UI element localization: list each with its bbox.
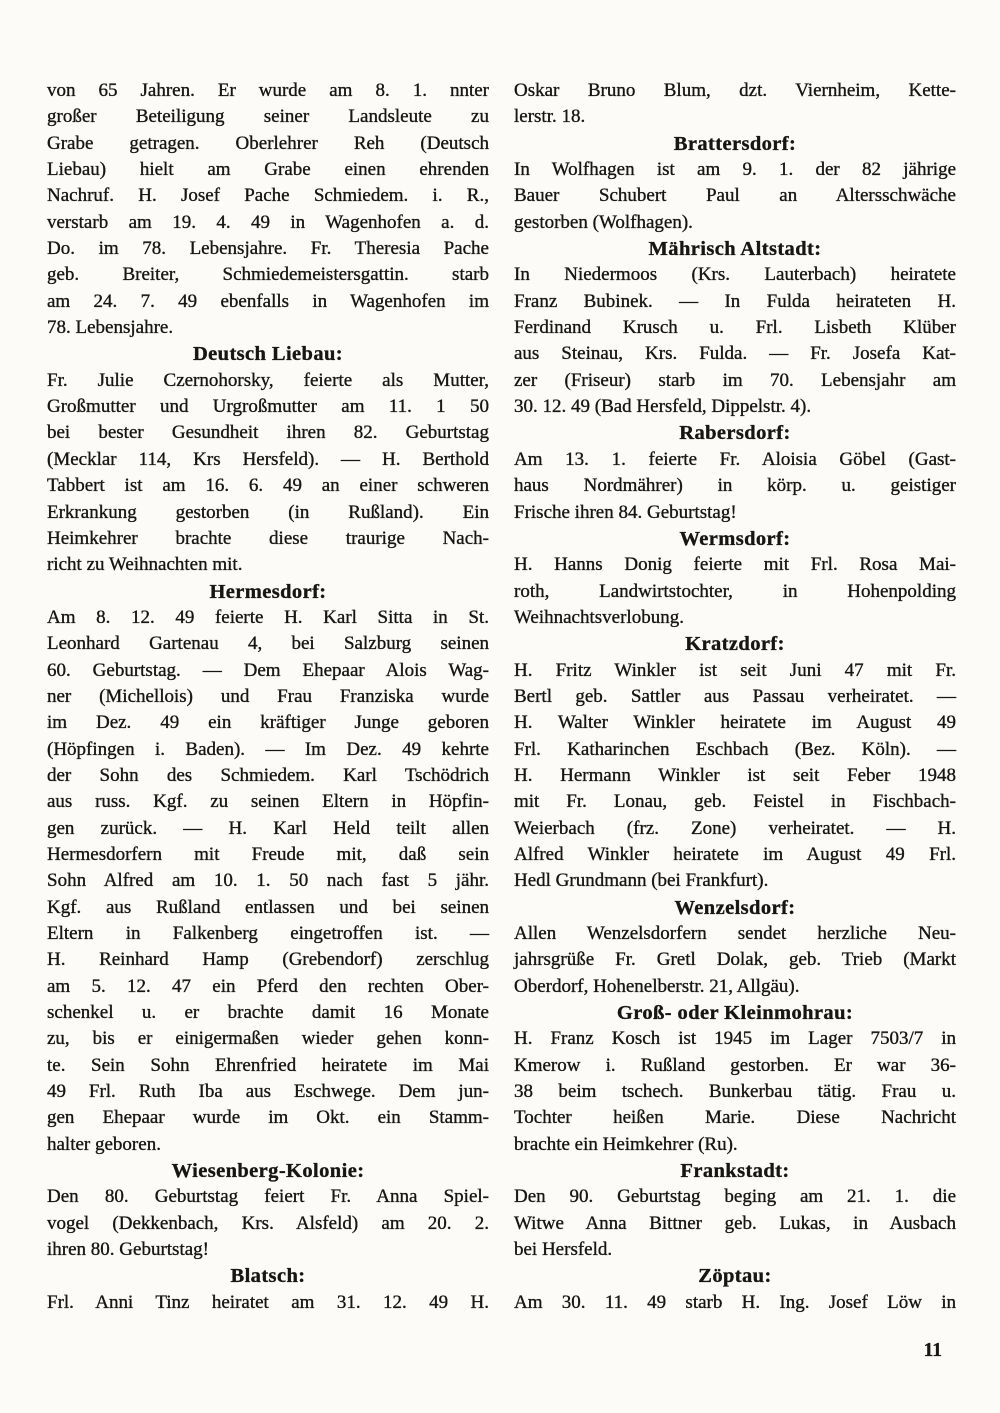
text-line: H. Fritz Winkler ist seit Juni 47 mit Fr. <box>514 659 956 681</box>
section-heading: Wermsdorf: <box>679 527 791 550</box>
section-heading: Hermesdorf: <box>209 580 327 603</box>
text-line: 78. Lebensjahre. <box>47 317 174 339</box>
text-line: H. Walter Winkler heiratete im August 49 <box>514 712 956 734</box>
text-line: (Höpfingen i. Baden). — Im Dez. 49 kehrte <box>47 738 489 760</box>
text-line: bei bester Gesundheit ihren 82. Geburtstag <box>47 422 489 444</box>
text-line: gen Ehepaar wurde im Okt. ein Stamm- <box>47 1107 489 1129</box>
text-line: Am 30. 11. 49 starb H. Ing. Josef Löw in <box>514 1291 956 1313</box>
text-line: Kgf. aus Rußland entlassen und bei seinen <box>47 896 489 918</box>
text-line: mit Fr. Lonau, geb. Feistel in Fischbach- <box>514 791 956 813</box>
text-line: 60. Geburtstag. — Dem Ehepaar Alois Wag- <box>47 659 489 681</box>
text-line: der Sohn des Schmiedem. Karl Tschödrich <box>47 764 489 786</box>
text-line: haus Nordmährer) in körp. u. geistiger <box>514 475 956 497</box>
text-line: Kmerow i. Rußland gestorben. Er war 36- <box>514 1054 956 1076</box>
text-line: Am 8. 12. 49 feierte H. Karl Sitta in St. <box>47 606 489 628</box>
text-line: Leonhard Gartenau 4, bei Salzburg seinen <box>47 633 489 655</box>
section-heading: Brattersdorf: <box>673 132 797 155</box>
text-line: H. Hanns Donig feierte mit Frl. Rosa Mai- <box>514 554 956 576</box>
text-line: Weierbach (frz. Zone) verheiratet. — H. <box>514 817 956 839</box>
text-line: ner (Michellois) und Frau Franziska wurde <box>47 685 489 707</box>
text-line: aus russ. Kgf. zu seinen Eltern in Höpfin- <box>47 791 489 813</box>
section-heading: Frankstadt: <box>680 1160 790 1183</box>
text-line: ihren 80. Geburtstag! <box>47 1239 209 1261</box>
text-line: In Niedermoos (Krs. Lauterbach) heiratete <box>514 264 956 286</box>
text-line: In Wolfhagen ist am 9. 1. der 82 jährige <box>514 159 956 181</box>
text-line: vogel (Dekkenbach, Krs. Alsfeld) am 20. 2. <box>47 1212 489 1234</box>
text-line: halter geboren. <box>47 1133 161 1155</box>
text-line: te. Sein Sohn Ehrenfried heiratete im Mai <box>47 1054 489 1076</box>
text-line: zu, bis er einigermaßen wieder gehen konn- <box>47 1028 489 1050</box>
text-line: am 5. 12. 47 ein Pferd den rechten Ober- <box>47 975 489 997</box>
text-line: H. Hermann Winkler ist seit Feber 1948 <box>514 764 956 786</box>
text-line: Den 80. Geburtstag feiert Fr. Anna Spiel- <box>47 1186 489 1208</box>
text-line: Erkrankung gestorben (in Rußland). Ein <box>47 501 489 523</box>
text-line: roth, Landwirtstochter, in Hohenpolding <box>514 580 956 602</box>
text-line: Frl. Katharinchen Eschbach (Bez. Köln). — <box>514 738 956 760</box>
text-line: von 65 Jahren. Er wurde am 8. 1. nnter <box>47 80 489 101</box>
text-line: Liebau) hielt am Grabe einen ehrenden <box>47 159 489 181</box>
section-heading: Wenzelsdorf: <box>674 896 796 919</box>
text-line: zer (Friseur) starb im 70. Lebensjahr am <box>514 369 956 391</box>
text-line: Witwe Anna Bittner geb. Lukas, in Ausbach <box>514 1212 956 1234</box>
text-line: Nachruf. H. Josef Pache Schmiedem. i. R., <box>47 185 489 207</box>
text-column-left <box>47 78 489 1316</box>
text-line: am 24. 7. 49 ebenfalls in Wagenhofen im <box>47 290 489 312</box>
section-heading: Blatsch: <box>230 1265 306 1288</box>
text-line: richt zu Weihnachten mit. <box>47 554 243 576</box>
text-line: Grabe getragen. Oberlehrer Reh (Deutsch <box>47 132 489 154</box>
text-line: Franz Bubinek. — In Fulda heirateten H. <box>514 290 956 312</box>
section-heading: Mährisch Altstadt: <box>648 238 822 261</box>
text-line: Den 90. Geburtstag beging am 21. 1. die <box>514 1186 956 1208</box>
text-line: 30. 12. 49 (Bad Hersfeld, Dippelstr. 4). <box>514 396 812 418</box>
text-line: Oberdorf, Hohenelberstr. 21, Allgäu). <box>514 975 800 997</box>
text-line: im Dez. 49 ein kräftiger Junge geboren <box>47 712 489 734</box>
text-line: bei Hersfeld. <box>514 1239 613 1261</box>
text-line: Bertl geb. Sattler aus Passau verheiratet. — <box>514 685 956 707</box>
text-line: Bauer Schubert Paul an Altersschwäche <box>514 185 956 207</box>
text-line: (Mecklar 114, Krs Hersfeld). — H. Berthold <box>47 448 489 470</box>
text-line: geb. Breiter, Schmiedemeistersgattin. starb <box>47 264 489 286</box>
section-heading: Kratzdorf: <box>685 633 785 656</box>
text-line: Sohn Alfred am 10. 1. 50 nach fast 5 jähr. <box>47 870 489 892</box>
section-heading: Zöptau: <box>698 1265 772 1288</box>
text-line: Oskar Bruno Blum, dzt. Viernheim, Kette- <box>514 80 956 101</box>
text-line: H. Reinhard Hamp (Grebendorf) zerschlug <box>47 949 489 971</box>
text-line: großer Beteiligung seiner Landsleute zu <box>47 106 489 128</box>
text-line: 49 Frl. Ruth Iba aus Eschwege. Dem jun- <box>47 1081 489 1103</box>
section-heading: Wiesenberg-Kolonie: <box>171 1160 365 1183</box>
page-number: 11 <box>923 1340 942 1361</box>
text-line: H. Franz Kosch ist 1945 im Lager 7503/7 in <box>514 1028 956 1050</box>
text-line: Allen Wenzelsdorfern sendet herzliche Neu- <box>514 923 956 944</box>
text-line: Hedl Grundmann (bei Frankfurt). <box>514 870 769 892</box>
text-line: schenkel u. er brachte damit 16 Monate <box>47 1002 489 1024</box>
text-line: Alfred Winkler heiratete im August 49 Frl. <box>514 843 956 865</box>
text-line: Am 13. 1. feierte Fr. Aloisia Göbel (Gast- <box>514 448 956 470</box>
text-line: Tabbert ist am 16. 6. 49 an einer schweren <box>47 475 489 497</box>
text-line: jahrsgrüße Fr. Gretl Dolak, geb. Trieb (Markt <box>514 949 956 971</box>
text-line: lerstr. 18. <box>514 106 586 128</box>
text-line: gen zurück. — H. Karl Held teilt allen <box>47 817 489 839</box>
text-line: Do. im 78. Lebensjahre. Fr. Theresia Pache <box>47 238 489 260</box>
text-line: 38 beim tschech. Bunkerbau tätig. Frau u. <box>514 1081 956 1103</box>
section-heading: Deutsch Liebau: <box>192 343 344 366</box>
text-line: Heimkehrer brachte diese traurige Nach- <box>47 527 489 549</box>
text-line: Frl. Anni Tinz heiratet am 31. 12. 49 H. <box>47 1291 489 1313</box>
text-line: aus Steinau, Krs. Fulda. — Fr. Josefa Kat- <box>514 343 956 365</box>
text-line: Hermesdorfern mit Freude mit, daß sein <box>47 843 489 865</box>
text-line: Fr. Julie Czernohorsky, feierte als Mutter, <box>47 369 489 391</box>
text-column-right <box>514 78 956 1316</box>
text-line: Großmutter und Urgroßmutter am 11. 1 50 <box>47 396 489 418</box>
text-line: gestorben (Wolfhagen). <box>514 211 693 233</box>
text-line: brachte ein Heimkehrer (Ru). <box>514 1133 738 1155</box>
text-line: Ferdinand Krusch u. Frl. Lisbeth Klüber <box>514 317 956 339</box>
text-line: verstarb am 19. 4. 49 in Wagenhofen a. d. <box>47 211 489 233</box>
text-line: Eltern in Falkenberg eingetroffen ist. — <box>47 923 489 944</box>
text-line: Frische ihren 84. Geburtstag! <box>514 501 737 523</box>
section-heading: Rabersdorf: <box>679 422 791 445</box>
text-line: Weihnachtsverlobung. <box>514 606 684 628</box>
text-line: Tochter heißen Marie. Diese Nachricht <box>514 1107 956 1129</box>
section-heading: Groß- oder Kleinmohrau: <box>616 1002 854 1025</box>
